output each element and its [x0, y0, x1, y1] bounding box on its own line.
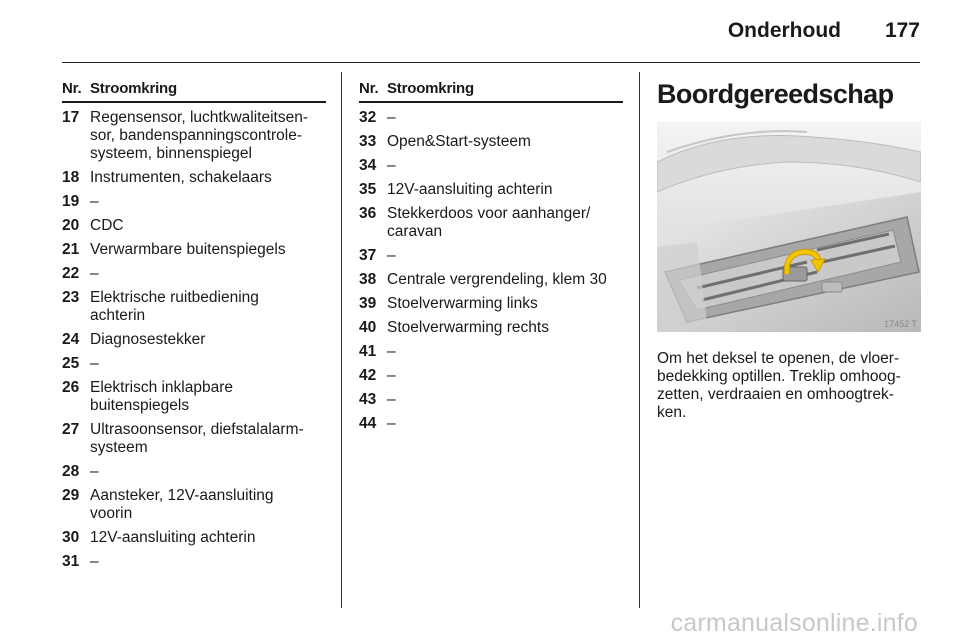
- table-row: [62, 193, 326, 211]
- table-row: [359, 157, 623, 175]
- circuit-description: –: [387, 343, 396, 360]
- table-row: [359, 295, 623, 313]
- circuit-description: –: [387, 391, 396, 408]
- fuse-number: 44: [359, 415, 377, 432]
- fuse-number: 18: [62, 169, 80, 186]
- circuit-description: –: [90, 265, 99, 282]
- table-row: [359, 271, 623, 289]
- table-row: [62, 331, 326, 349]
- image-reference-id: 17452 T: [884, 319, 917, 329]
- table-row: [359, 391, 623, 409]
- circuit-description: –: [90, 355, 99, 372]
- circuit-description: Verwarmbare buitenspiegels: [90, 241, 286, 258]
- circuit-description: –: [387, 415, 396, 432]
- fuse-number: 33: [359, 133, 377, 150]
- table-body: [359, 109, 623, 433]
- table-row: [62, 463, 326, 481]
- circuit-description: –: [387, 247, 396, 264]
- fuse-number: 24: [62, 331, 80, 348]
- circuit-description: –: [90, 193, 99, 210]
- table-row: [359, 319, 623, 337]
- table-row: [359, 367, 623, 385]
- fuse-number: 37: [359, 247, 377, 264]
- table-row: [359, 133, 623, 151]
- tools-section: [657, 80, 921, 422]
- circuit-description: –: [387, 157, 396, 174]
- circuit-description: Centrale vergrendeling, klem 30: [387, 271, 607, 288]
- fuse-number: 40: [359, 319, 377, 336]
- fuse-number: 27: [62, 421, 80, 438]
- fuse-number: 17: [62, 109, 80, 126]
- column-divider-2: [639, 72, 640, 608]
- trunk-floor-illustration: [657, 122, 921, 332]
- table-header: [359, 80, 623, 103]
- fuse-number: 34: [359, 157, 377, 174]
- fuse-number: 25: [62, 355, 80, 372]
- col-header-nr: Nr.: [359, 80, 379, 97]
- page-header: [62, 0, 920, 63]
- table-row: [62, 529, 326, 547]
- table-body: [62, 109, 326, 571]
- fuse-number: 30: [62, 529, 80, 546]
- fuse-number: 21: [62, 241, 80, 258]
- fuse-number: 42: [359, 367, 377, 384]
- circuit-description: Aansteker, 12V-aansluiting voorin: [90, 487, 274, 522]
- circuit-description: 12V-aansluiting achterin: [387, 181, 553, 198]
- table-row: [62, 379, 326, 415]
- circuit-description: Regensensor, luchtkwaliteitsen- sor, bandenspanningscontrole- systeem, binnenspiegel: [90, 109, 308, 162]
- column-divider-1: [341, 72, 342, 608]
- col-header-circuit: Stroomkring: [387, 80, 474, 97]
- fuse-number: 36: [359, 205, 377, 222]
- circuit-description: –: [90, 463, 99, 480]
- table-row: [62, 421, 326, 457]
- table-row: [62, 487, 326, 523]
- table-row: [62, 241, 326, 259]
- table-row: [359, 247, 623, 265]
- circuit-description: Elektrisch inklapbare buitenspiegels: [90, 379, 234, 414]
- section-heading: Boordgereedschap: [657, 79, 894, 109]
- fuse-number: 28: [62, 463, 80, 480]
- fuse-number: 35: [359, 181, 377, 198]
- table-row: [62, 169, 326, 187]
- circuit-description: Elektrische ruitbediening achterin: [90, 289, 259, 324]
- table-row: [359, 205, 623, 241]
- fuse-number: 38: [359, 271, 377, 288]
- circuit-description: Instrumenten, schakelaars: [90, 169, 272, 186]
- fuse-number: 41: [359, 343, 377, 360]
- table-row: [359, 181, 623, 199]
- circuit-description: Stoelverwarming rechts: [387, 319, 549, 336]
- col-header-circuit: Stroomkring: [90, 80, 177, 97]
- circuit-description: –: [387, 367, 396, 384]
- instruction-text-content: Om het deksel te openen, de vloer- bedekking optillen. Treklip omhoog- zetten, verdraaien en omhoogtrek- ken.: [657, 350, 901, 421]
- circuit-description: Stoelverwarming links: [387, 295, 538, 312]
- fuse-table-right: [359, 80, 623, 439]
- table-row: [359, 415, 623, 433]
- table-row: [62, 109, 326, 163]
- circuit-description: Ultrasoonsensor, diefstalalarm- systeem: [90, 421, 304, 456]
- table-row: [359, 343, 623, 361]
- fuse-number: 26: [62, 379, 80, 396]
- col-header-nr: Nr.: [62, 80, 82, 97]
- watermark-link[interactable]: carmanualsonline.info: [670, 609, 918, 637]
- page-section-title: Onderhoud: [727, 19, 841, 42]
- fuse-number: 31: [62, 553, 80, 570]
- table-row: [359, 109, 623, 127]
- table-row: [62, 265, 326, 283]
- fuse-number: 32: [359, 109, 377, 126]
- fuse-table-left: [62, 80, 326, 577]
- table-row: [62, 289, 326, 325]
- fuse-number: 22: [62, 265, 80, 282]
- fuse-number: 39: [359, 295, 377, 312]
- circuit-description: Open&Start-systeem: [387, 133, 531, 150]
- fuse-number: 19: [62, 193, 80, 210]
- table-row: [62, 355, 326, 373]
- instruction-text: [657, 350, 921, 422]
- fuse-number: 29: [62, 487, 80, 504]
- page-number: 177: [884, 19, 920, 42]
- circuit-description: Diagnosestekker: [90, 331, 206, 348]
- fuse-number: 43: [359, 391, 377, 408]
- table-row: [62, 217, 326, 235]
- table-row: [62, 553, 326, 571]
- circuit-description: CDC: [90, 217, 124, 234]
- circuit-description: Stekkerdoos voor aanhanger/ caravan: [387, 205, 591, 240]
- trunk-photo: [657, 122, 921, 332]
- circuit-description: –: [90, 553, 99, 570]
- circuit-description: –: [387, 109, 396, 126]
- fuse-number: 23: [62, 289, 80, 306]
- circuit-description: 12V-aansluiting achterin: [90, 529, 256, 546]
- table-header: [62, 80, 326, 103]
- fuse-number: 20: [62, 217, 80, 234]
